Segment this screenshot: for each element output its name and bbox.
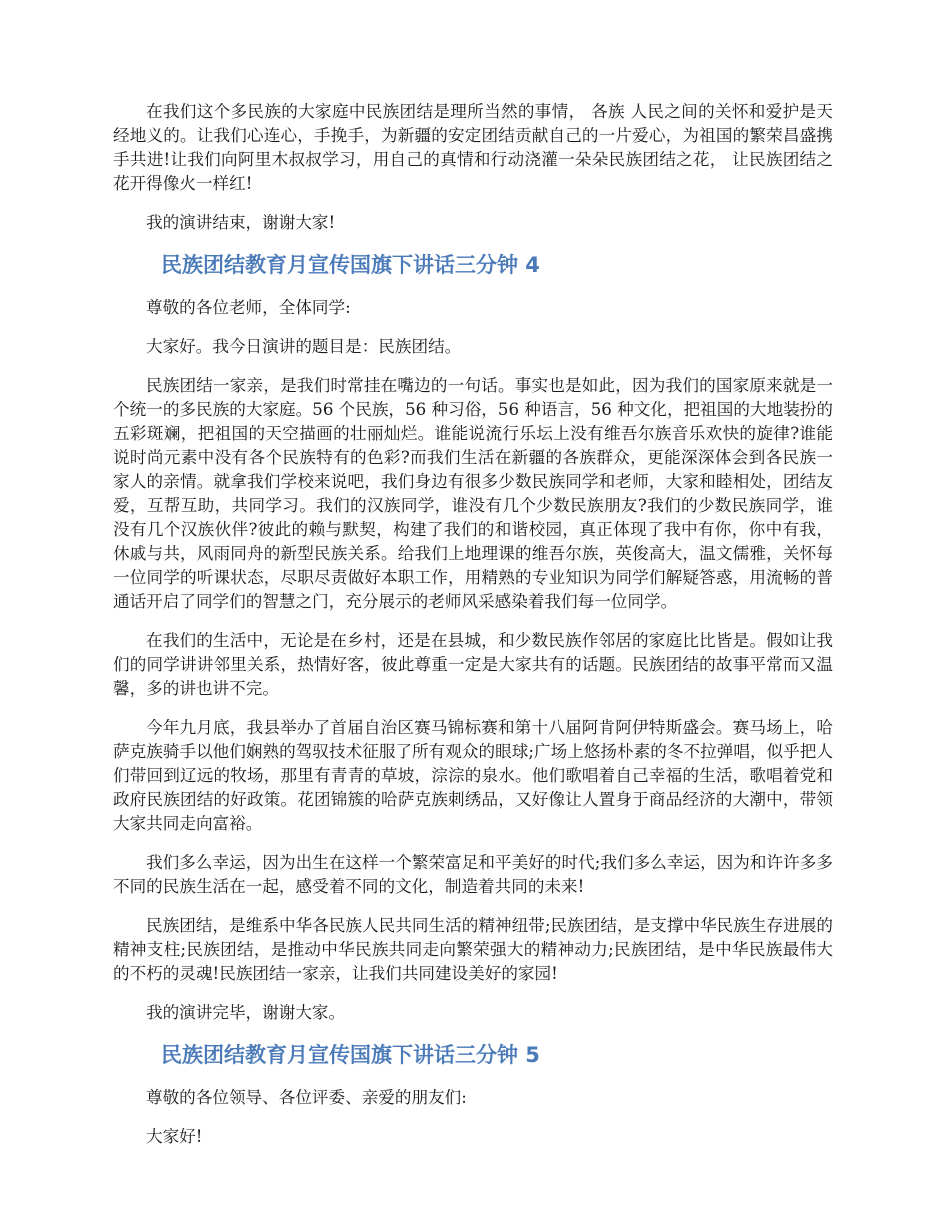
paragraph: 在我们这个多民族的大家庭中民族团结是理所当然的事情， 各族 人民之间的关怀和爱护是天经地义的。让我们心连心，手挽手，为新疆的安定团结贡献自己的一片爱心，为祖国的繁荣昌盛携手共进!让我们向阿里木叔叔学习，用自己的真情和行动浇灌一朵朵民族团结之花， 让民族团结之花开得像火一样红! xyxy=(113,102,833,193)
paragraph: 我的演讲结束，谢谢大家! xyxy=(146,213,336,232)
section-heading: 民族团结教育月宣传国旗下讲话三分钟 5 xyxy=(161,1043,540,1067)
document-page xyxy=(113,100,833,1164)
paragraph: 尊敬的各位领导、各位评委、亲爱的朋友们: xyxy=(146,1088,467,1107)
paragraph: 今年九月底，我县举办了首届自治区赛马锦标赛和第十八届阿肯阿伊特斯盛会。赛马场上，哈萨克族骑手以他们娴熟的驾驭技术征服了所有观众的眼球;广场上悠扬朴素的冬不拉弹唱，似乎把人们带回到辽远的牧场，那里有青青的草坡，淙淙的泉水。他们歌唱着自己幸福的生活，歌唱着党和政府民族团结的好政策。花团锦簇的哈萨克族刺绣品，又好像让人置身于商品经济的大潮中，带领大家共同走向富裕。 xyxy=(113,718,833,833)
paragraph: 大家好。我今日演讲的题目是：民族团结。 xyxy=(146,337,462,356)
paragraph: 我们多么幸运，因为出生在这样一个繁荣富足和平美好的时代;我们多么幸运，因为和许许多多不同的民族生活在一起，感受着不同的文化，制造着共同的未来! xyxy=(113,853,833,896)
paragraph: 民族团结，是维系中华各民族人民共同生活的精神纽带;民族团结，是支撑中华民族生存进展的精神支柱;民族团结，是推动中华民族共同走向繁荣强大的精神动力;民族团结，是中华民族最伟大的不朽的灵魂!民族团结一家亲，让我们共同建设美好的家园! xyxy=(113,916,833,983)
paragraph: 我的演讲完毕，谢谢大家。 xyxy=(146,1003,346,1022)
paragraph: 大家好! xyxy=(146,1127,203,1146)
section-heading: 民族团结教育月宣传国旗下讲话三分钟 4 xyxy=(161,253,540,277)
paragraph: 民族团结一家亲，是我们时常挂在嘴边的一句话。事实也是如此，因为我们的国家原来就是一个统一的多民族的大家庭。56 个民族，56 种习俗，56 种语言，56 种文化，把祖国的大地装扮的五彩斑斓，把祖国的天空描画的壮丽灿烂。谁能说流行乐坛上没有维吾尔族音乐欢快的旋律?谁能说时尚元素中没有各个民族特有的色彩?而我们生活在新疆的各族群众，更能深深体会到各民族一家人的亲情。就拿我们学校来说吧，我们身边有很多少数民族同学和老师，大家和睦相处，团结友爱，互帮互助，共同学习。我们的汉族同学，谁没有几个少数民族朋友?我们的少数民族同学，谁没有几个汉族伙伴?彼此的赖与默契，构建了我们的和谐校园，真正体现了我中有你，你中有我，休戚与共，风雨同舟的新型民族关系。给我们上地理课的维吾尔族，英俊高大，温文儒雅，关怀每一位同学的听课状态，尽职尽责做好本职工作，用精熟的专业知识为同学们解疑答惑，用流畅的普通话开启了同学们的智慧之门，充分展示的老师风采感染着我们每一位同学。 xyxy=(113,376,833,611)
paragraph: 在我们的生活中，无论是在乡村，还是在县城，和少数民族作邻居的家庭比比皆是。假如让我们的同学讲讲邻里关系，热情好客，彼此尊重一定是大家共有的话题。民族团结的故事平常而又温馨，多的讲也讲不完。 xyxy=(113,631,833,698)
paragraph: 尊敬的各位老师，全体同学: xyxy=(146,298,351,317)
